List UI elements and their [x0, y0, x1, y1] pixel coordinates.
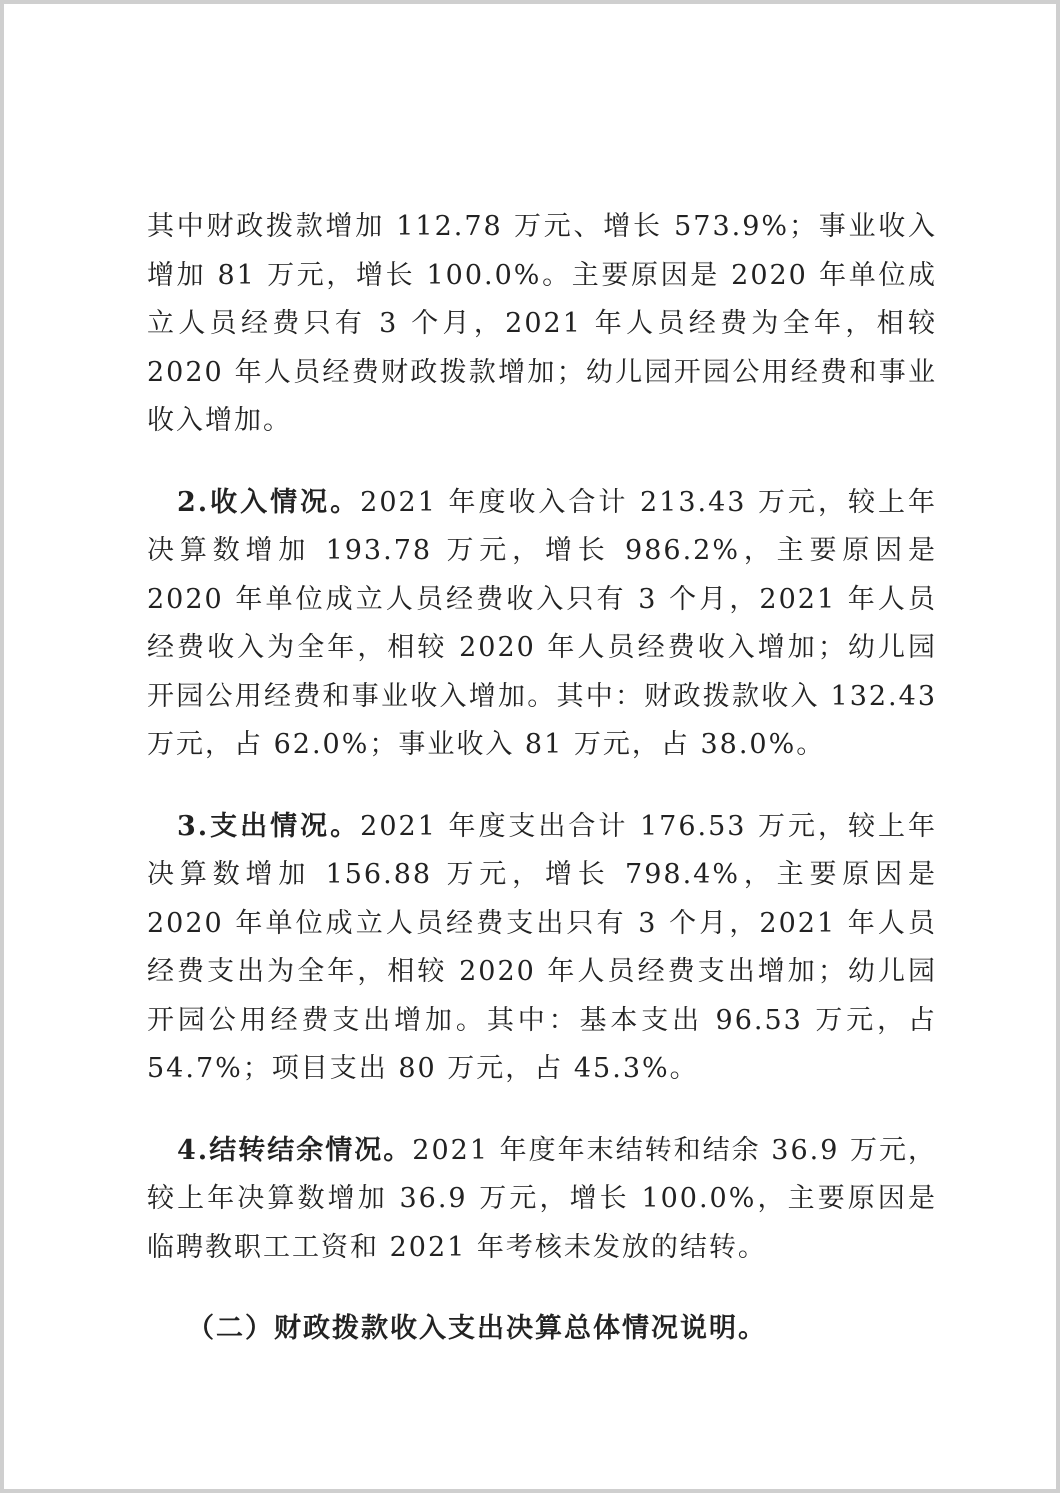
- expense-text: 2021 年度支出合计 176.53 万元，较上年决算数增加 156.88 万元，增长 798.4%，主要原因是 2020 年单位成立人员经费支出只有 3 个月，2021 年人员经费支出为全年，相较 2020 年人员经费支出增加；幼儿园开园公用经费支出增加。其中：基本支出 96.53 万元，占 54.7%；项目支出 80 万元，占 45.3%。: [147, 810, 938, 1084]
- intro-paragraph: 其中财政拨款增加 112.78 万元、增长 573.9%；事业收入增加 81 万元，增长 100.0%。主要原因是 2020 年单位成立人员经费只有 3 个月，2021 年人员经费为全年，相较 2020 年人员经费财政拨款增加；幼儿园开园公用经费和事业收入增加。: [147, 211, 937, 436]
- carryover-lead: 4.结转结余情况。: [177, 1134, 413, 1166]
- carryover-paragraph: [147, 1127, 937, 1273]
- income-text: 2021 年度收入合计 213.43 万元，较上年决算数增加 193.78 万元，增长 986.2%，主要原因是 2020 年单位成立人员经费收入只有 3 个月，2021 年人员经费收入为全年，相较 2020 年人员经费收入增加；幼儿园开园公用经费和事业收入增加。其中：财政拨款收入 132.43 万元，占 62.0%；事业收入 81 万元，占 38.0%。: [147, 486, 938, 760]
- carryover-text: 2021 年度年末结转和结余 36.9 万元，较上年决算数增加 36.9 万元，增长 100.0%，主要原因是临聘教职工工资和 2021 年考核未发放的结转。: [147, 1134, 938, 1263]
- income-paragraph: [147, 479, 937, 770]
- income-lead: 2.收入情况。: [177, 486, 361, 518]
- document-body: [147, 203, 937, 1354]
- expense-lead: 3.支出情况。: [177, 810, 361, 842]
- expense-paragraph: [147, 803, 937, 1094]
- section-heading: （二）财政拨款收入支出决算总体情况说明。: [187, 1313, 767, 1344]
